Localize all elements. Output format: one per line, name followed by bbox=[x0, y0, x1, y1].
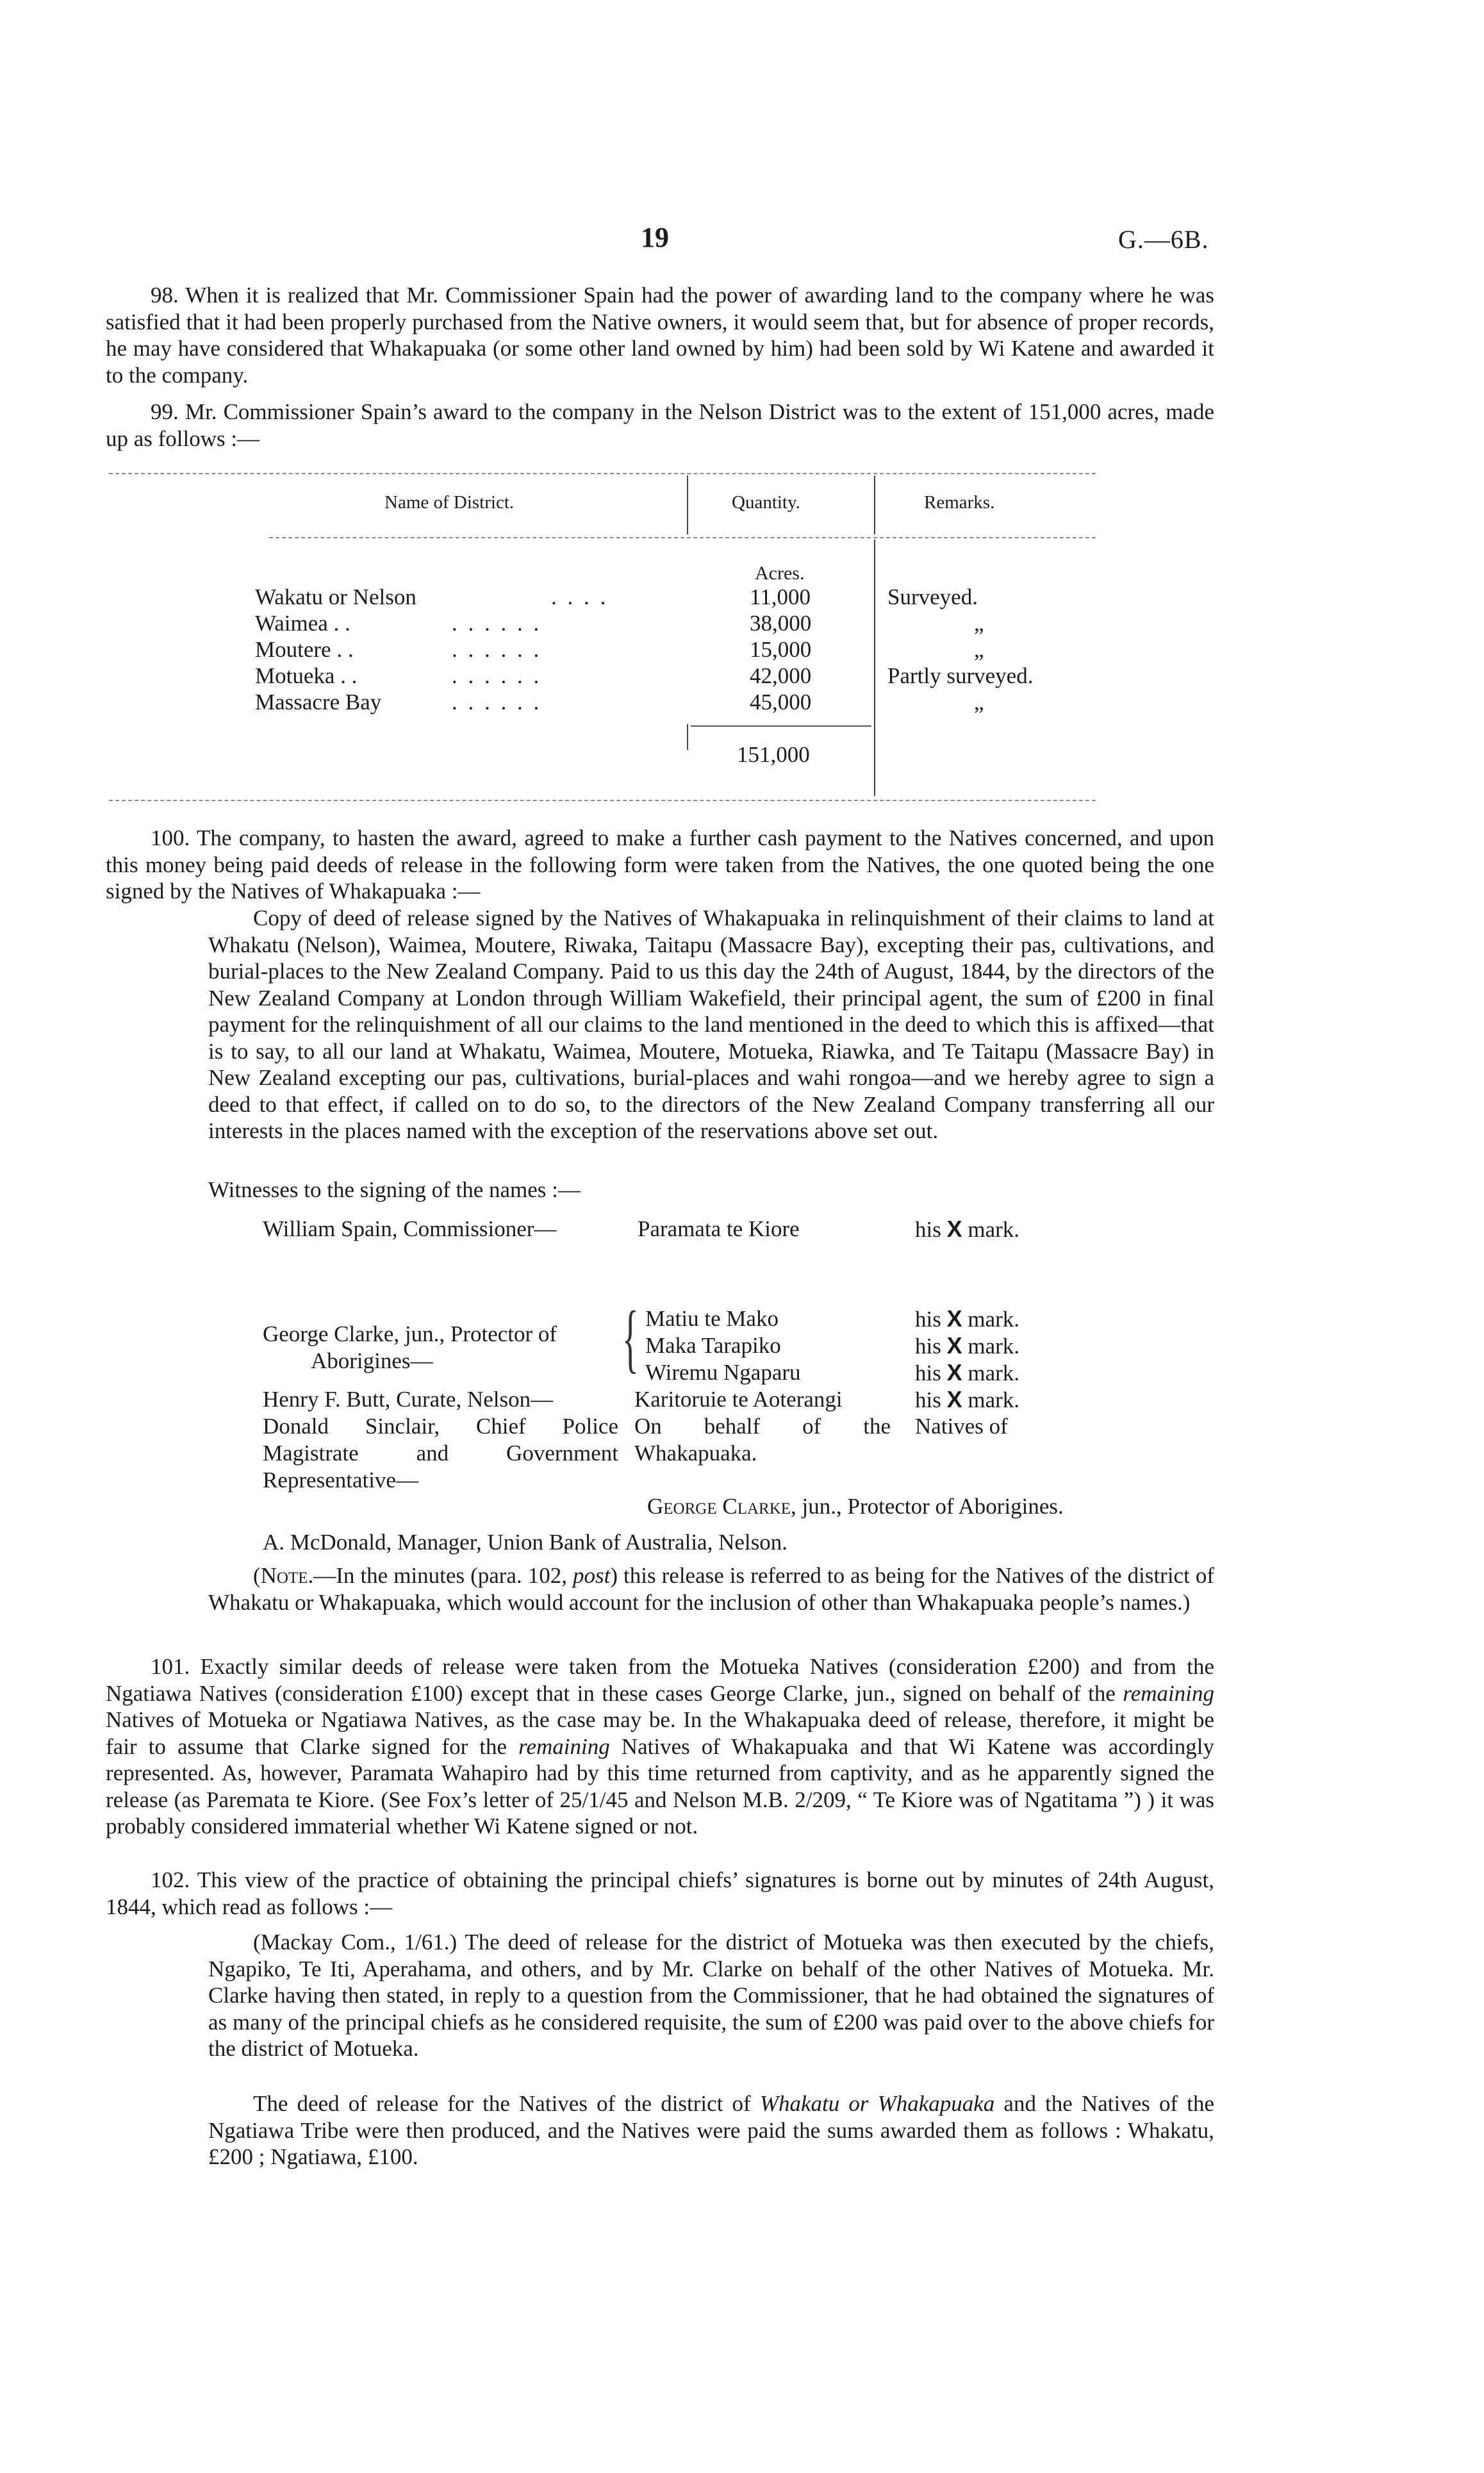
paragraph-102: 102. This view of the practice of obtaining the principal chiefs’ signatures is borne out by minutes of 24th August, 1844, which read as follows :— bbox=[106, 1867, 1214, 1919]
his-label: his bbox=[915, 1217, 941, 1242]
signatory-name: Wiremu Ngaparu bbox=[645, 1360, 801, 1385]
mark-label: mark. bbox=[968, 1307, 1020, 1332]
quantity-value: 11,000 bbox=[750, 584, 811, 609]
district-name: Waimea . . bbox=[255, 611, 350, 636]
his-label: his bbox=[915, 1334, 941, 1359]
leader-dots: . . . . . . bbox=[452, 663, 542, 688]
witness-sinclair bbox=[263, 1413, 618, 1494]
witness-mcdonald: A. McDonald, Manager, Union Bank of Australia, Nelson. bbox=[263, 1530, 787, 1555]
table-total-tick bbox=[687, 724, 688, 750]
signatory-mark bbox=[915, 1359, 1019, 1387]
his-label: his bbox=[915, 1387, 941, 1412]
note-label: Note bbox=[260, 1563, 308, 1588]
table-total: 151,000 bbox=[737, 742, 810, 767]
quantity-value: 15,000 bbox=[750, 637, 812, 662]
quantity-value: 42,000 bbox=[750, 663, 812, 688]
table-col-divider-2 bbox=[874, 476, 875, 534]
district-name: Moutere . . bbox=[255, 637, 354, 662]
table-bottom-rule bbox=[109, 800, 1096, 801]
q102b-text-1: The deed of release for the Natives of the district of bbox=[253, 2091, 760, 2116]
document-reference: G.—6B. bbox=[1118, 225, 1209, 254]
signatory-name: Maka Tarapiko bbox=[645, 1333, 781, 1358]
table-top-rule bbox=[109, 473, 1096, 474]
witness-butt: Henry F. Butt, Curate, Nelson— bbox=[263, 1387, 554, 1412]
leader-dots: . . . . . . bbox=[452, 611, 542, 636]
signatory-behalf: On behalf of the Whakapuaka. bbox=[634, 1414, 891, 1466]
district-name: Motueka . . bbox=[255, 663, 358, 688]
clarke-sig-name: George Clarke bbox=[647, 1494, 791, 1519]
paragraph-101 bbox=[106, 1653, 1214, 1840]
table-header-quantity: Quantity. bbox=[732, 492, 800, 513]
signatory-name: Paramata te Kiore bbox=[638, 1216, 800, 1241]
witness-clarke-line1: George Clarke, jun., Protector of bbox=[263, 1321, 557, 1346]
paragraph-100: 100. The company, to hasten the award, agreed to make a further cash payment to the Natives concerned, and upon this money being paid deeds of release in the following form were taken from the Natives, the one quoted being the one signed by the Natives of Whakapuaka :— bbox=[106, 825, 1214, 904]
witness-spain: William Spain, Commissioner— bbox=[263, 1216, 557, 1241]
note-open: ( bbox=[253, 1563, 261, 1588]
q102b-text-2: and the Natives of the Ngatiawa Tribe were then produced, and the Natives were paid the sums awarded them as follows : Whakatu, £200 ; Ngatiawa, £100. bbox=[208, 2091, 1215, 2169]
paragraph-98: 98. When it is realized that Mr. Commissioner Spain had the power of awarding land to the company where he was satisfied that it had been properly purchased from the Native owners, it would seem that, but for absence of proper records, he may have considered that Whakapuaka (or some other land owned by him) had been sold by Wi Katene and awarded it to the company. bbox=[106, 283, 1214, 388]
paragraph-99: 99. Mr. Commissioner Spain’s award to the company in the Nelson District was to the extent of 151,000 acres, made up as follows :— bbox=[106, 399, 1214, 451]
his-label: his bbox=[915, 1361, 941, 1385]
minutes-quotation-2 bbox=[208, 2090, 1214, 2171]
signatory-name: Matiu te Mako bbox=[645, 1306, 779, 1331]
note-post: post bbox=[573, 1563, 611, 1588]
remarks-value: Partly surveyed. bbox=[887, 663, 1034, 688]
quantity-value: 38,000 bbox=[750, 611, 812, 636]
clarke-sig-rest: , jun., Protector of Aborigines. bbox=[791, 1494, 1064, 1519]
signatory-behalf-tail: Natives of bbox=[915, 1414, 1008, 1439]
note-text-1: .—In the minutes (para. 102, bbox=[308, 1563, 573, 1588]
mark-label: mark. bbox=[968, 1334, 1020, 1359]
signatory-mark bbox=[915, 1332, 1019, 1360]
signatory-mark bbox=[915, 1216, 1019, 1243]
district-name: Wakatu or Nelson bbox=[255, 584, 416, 609]
table-col-divider-remarks bbox=[874, 540, 875, 796]
q102b-italic: Whakatu or Whakapuaka bbox=[759, 2091, 995, 2116]
mark-label: mark. bbox=[968, 1361, 1020, 1385]
table-col-divider-1 bbox=[687, 476, 688, 534]
witness-clarke-line2: Aborigines— bbox=[311, 1348, 433, 1373]
note-paragraph bbox=[208, 1562, 1214, 1616]
remarks-value: Surveyed. bbox=[887, 584, 978, 609]
table-header-rule bbox=[269, 537, 1096, 538]
brace-icon: { bbox=[622, 1295, 639, 1380]
page-number: 19 bbox=[641, 222, 669, 253]
clarke-signature bbox=[647, 1493, 1064, 1520]
district-name: Massacre Bay bbox=[255, 690, 382, 715]
x-mark-icon: X bbox=[946, 1305, 962, 1332]
signatory-mark bbox=[915, 1386, 1019, 1414]
leader-dots: . . . . bbox=[551, 584, 609, 609]
leader-dots: . . . . . . bbox=[452, 637, 542, 662]
sinclair-text: Donald Sinclair, Chief Police Magistrate and Government Representative— bbox=[263, 1414, 618, 1493]
remarks-value: „ bbox=[974, 611, 984, 636]
his-label: his bbox=[915, 1307, 941, 1332]
deed-quotation: Copy of deed of release signed by the Natives of Whakapuaka in relinquishment of their claims to land at Whakatu (Nelson), Waimea, Moutere, Riwaka, Taitapu (Massacre Bay), excepting their pas, cultivations, and burial-places to the New Zealand Company. Paid to us this day the 24th of August, 1844, by the directors of the New Zealand Company at London through William Wakefield, their principal agent, the sum of £200 in final payment for the relinquishment of all our claims to the land mentioned in the deed to which this is affixed—that is to say, to all our land at Whakatu, Waimea, Moutere, Motueka, Riawka, and Te Taitapu (Massacre Bay) in New Zealand excepting our pas, cultivations, burial-places and wahi rongoa—and we hereby agree to sign a deed to that effect, if called on to do so, to the directors of the New Zealand Company transferring all our interests in the places named with the exception of the reservations above set out. bbox=[208, 906, 1214, 1143]
mark-label: mark. bbox=[968, 1387, 1020, 1412]
minutes-quotation-1: (Mackay Com., 1/61.) The deed of release for the district of Motueka was then executed by the chiefs, Ngapiko, Te Iti, Aperahama, and others, and by Mr. Clarke on behalf of the other Natives of Motueka. Mr. Clarke having then stated, in reply to a question from the Commissioner, that he had obtained the signatures of as many of the principal chiefs as he considered requisite, the sum of £200 was paid over to the above chiefs for the district of Motueka. bbox=[208, 1930, 1214, 2061]
remarks-value: „ bbox=[974, 637, 984, 662]
x-mark-icon: X bbox=[946, 1386, 962, 1412]
x-mark-icon: X bbox=[946, 1359, 962, 1385]
p101-text-1: 101. Exactly similar deeds of release were taken from the Motueka Natives (consideration £200) and from the Ngatiawa Natives (consideration £100) except that in these cases George Clarke, jun., signed on behalf of the bbox=[106, 1654, 1214, 1706]
p101-remaining-2: remaining bbox=[518, 1733, 610, 1759]
total-rule bbox=[691, 725, 871, 727]
p101-text-2: Natives of Motueka or Ngatiawa Natives, as the case may be. In the Whakapuaka deed of release, therefore, it might be fair to assume that Clarke signed for the bbox=[106, 1707, 1214, 1759]
quantity-value: 45,000 bbox=[750, 690, 812, 715]
mark-label: mark. bbox=[968, 1217, 1020, 1242]
table-header-district: Name of District. bbox=[384, 492, 515, 513]
note-text-2: ) this release is referred to as being for the Natives of the district of Whakatu or Whakapuaka, which would account for the inclusion of other than Whakapuaka people’s names.) bbox=[208, 1563, 1214, 1615]
x-mark-icon: X bbox=[946, 1332, 962, 1359]
witnesses-intro: Witnesses to the signing of the names :— bbox=[208, 1177, 581, 1202]
leader-dots: . . . . . . bbox=[452, 690, 542, 715]
table-unit: Acres. bbox=[755, 563, 805, 584]
table-header-remarks: Remarks. bbox=[924, 492, 995, 513]
remarks-value: „ bbox=[974, 690, 984, 715]
x-mark-icon: X bbox=[946, 1216, 962, 1242]
signatory-name: Karitoruie te Aoterangi bbox=[634, 1387, 843, 1412]
p101-text-3: Natives of Whakapuaka and that Wi Katene was accordingly represented. As, however, Paramata Wahapiro had by this time returned from captivity, and as he apparently signed the release (as Paremata te Kiore. (See Fox’s letter of 25/1/45 and Nelson M.B. 2/209, “ Te Kiore was of Ngatitama ”) ) it was probably considered immaterial whether Wi Katene signed or not. bbox=[106, 1733, 1214, 1839]
signatory-mark bbox=[915, 1305, 1019, 1333]
p101-remaining-1: remaining bbox=[1123, 1680, 1214, 1706]
